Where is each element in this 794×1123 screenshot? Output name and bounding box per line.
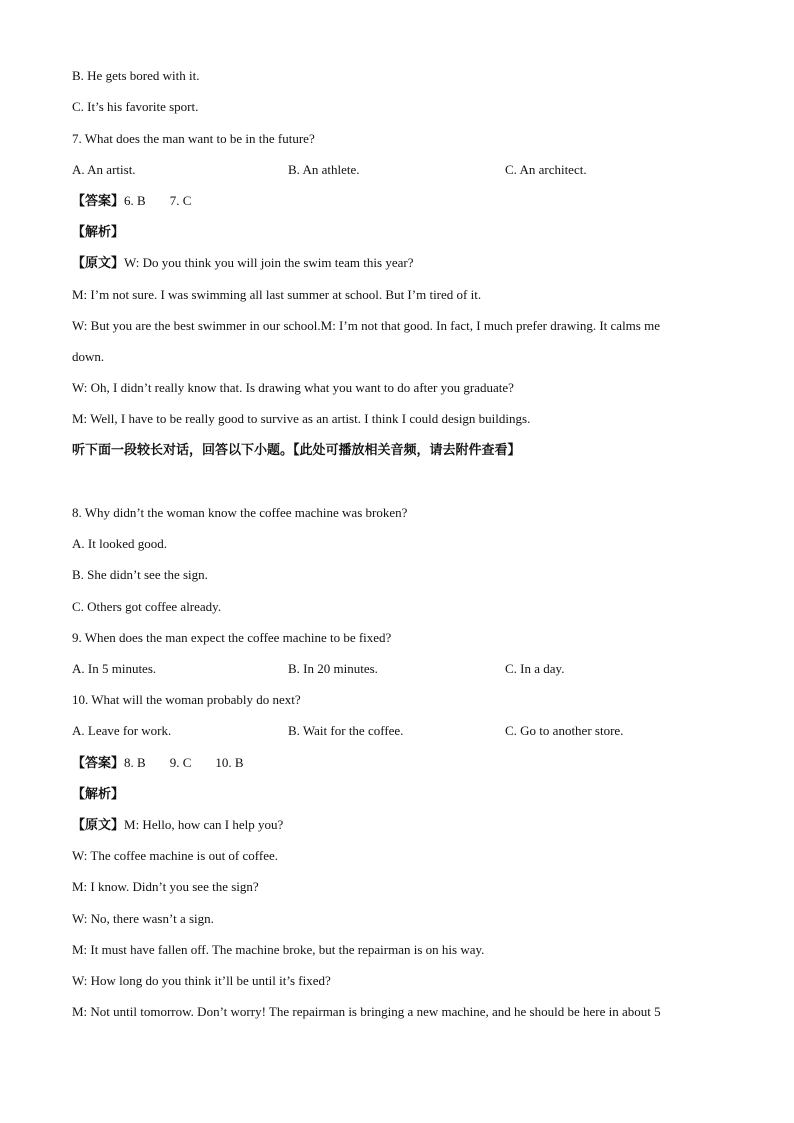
- q9-question: 9. When does the man expect the coffee machine to be fixed?: [72, 630, 392, 645]
- q8-question: 8. Why didn’t the woman know the coffee machine was broken?: [72, 505, 408, 520]
- q6-option-b: B. He gets bored with it.: [72, 68, 200, 83]
- q8-option-b: B. She didn’t see the sign.: [72, 567, 208, 582]
- q8-option-c: C. Others got coffee already.: [72, 599, 222, 614]
- q9-option-c: C. In a day.: [505, 661, 565, 676]
- original-tag: 【原文】: [72, 256, 125, 271]
- answer-item: 10. B: [215, 755, 244, 770]
- q7-option-b: B. An athlete.: [288, 162, 360, 177]
- answer-tag: 【答案】: [72, 756, 125, 771]
- q10-question: 10. What will the woman probably do next?: [72, 692, 301, 707]
- q7-question: 7. What does the man want to be in the future?: [72, 131, 315, 146]
- q9-option-a: A. In 5 minutes.: [72, 661, 157, 676]
- transcript-line: down.: [72, 349, 105, 364]
- transcript-line: 【原文】M: Hello, how can I help you?: [72, 817, 284, 833]
- q10-option-c: C. Go to another store.: [505, 723, 624, 738]
- q7-option-c: C. An architect.: [505, 162, 587, 177]
- q9-option-b: B. In 20 minutes.: [288, 661, 378, 676]
- listening-instruction: 听下面一段较长对话，回答以下小题。【此处可播放相关音频，请去附件查看】: [72, 443, 521, 458]
- transcript-line: M: It must have fallen off. The machine broke, but the repairman is on his way.: [72, 942, 485, 957]
- answer-line-1: [72, 193, 191, 210]
- answer-item: 9. C: [169, 755, 192, 770]
- q6-option-c: C. It’s his favorite sport.: [72, 99, 199, 114]
- transcript-line: W: But you are the best swimmer in our school.M: I’m not that good. In fact, I much prefer drawing. It calms me: [72, 318, 660, 333]
- q8-option-a: A. It looked good.: [72, 536, 167, 551]
- transcript-line: M: Well, I have to be really good to survive as an artist. I think I could design buildings.: [72, 411, 531, 426]
- transcript-line: M: I know. Didn’t you see the sign?: [72, 879, 259, 894]
- transcript-line: W: How long do you think it’ll be until it’s fixed?: [72, 973, 331, 988]
- answer-line-2: [72, 755, 244, 772]
- answer-item: 8. B: [124, 755, 146, 770]
- q7-option-a: A. An artist.: [72, 162, 136, 177]
- answer-item: 7. C: [169, 193, 192, 208]
- analysis-tag-2: 【解析】: [72, 787, 125, 802]
- transcript-line: W: The coffee machine is out of coffee.: [72, 848, 278, 863]
- transcript-line: M: I’m not sure. I was swimming all last summer at school. But I’m tired of it.: [72, 287, 482, 302]
- transcript-line: M: Not until tomorrow. Don’t worry! The repairman is bringing a new machine, and he should be here in about 5: [72, 1004, 661, 1019]
- transcript-line: 【原文】W: Do you think you will join the swim team this year?: [72, 255, 414, 271]
- answer-tag: 【答案】: [72, 194, 125, 209]
- transcript-line: W: No, there wasn’t a sign.: [72, 911, 214, 926]
- transcript-line: W: Oh, I didn’t really know that. Is drawing what you want to do after you graduate?: [72, 380, 514, 395]
- answer-item: 6. B: [124, 193, 146, 208]
- q10-option-b: B. Wait for the coffee.: [288, 723, 404, 738]
- q10-option-a: A. Leave for work.: [72, 723, 172, 738]
- analysis-tag-1: 【解析】: [72, 225, 125, 240]
- original-tag: 【原文】: [72, 818, 125, 833]
